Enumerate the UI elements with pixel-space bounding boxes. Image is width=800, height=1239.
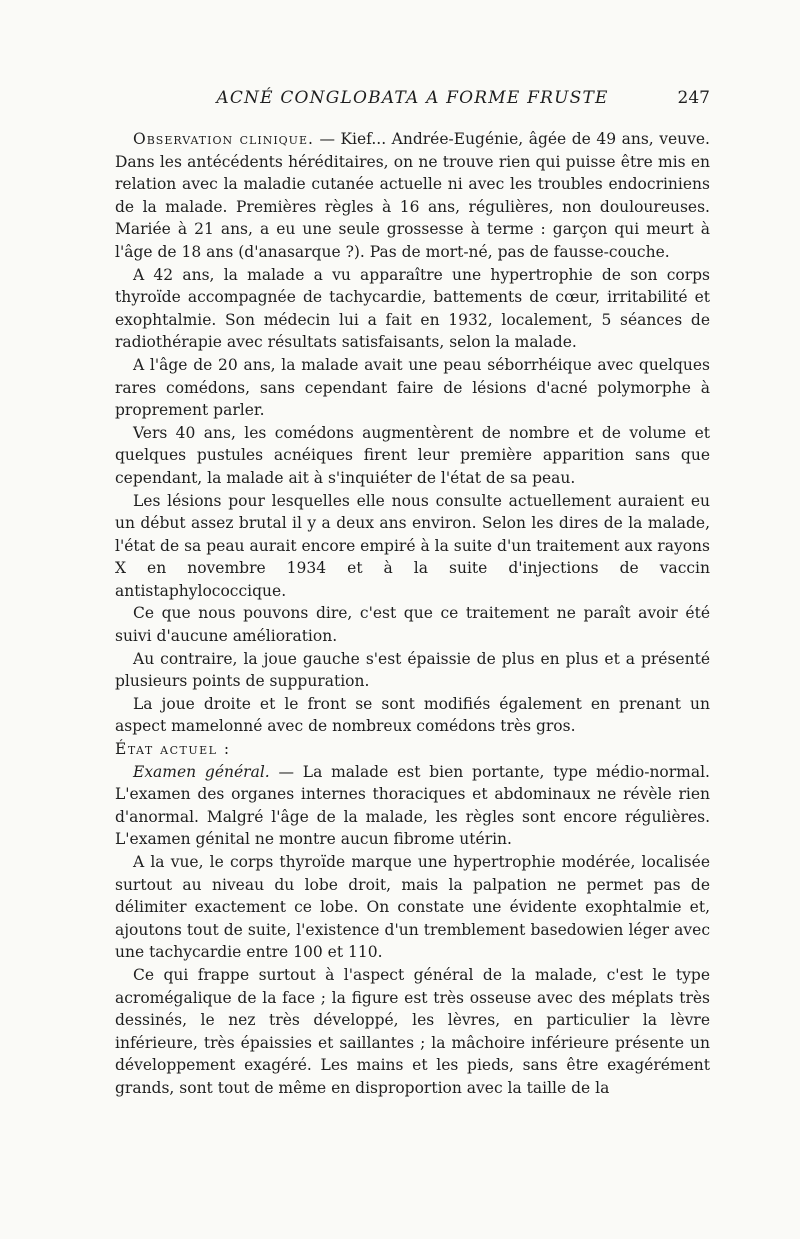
exam-text: — La malade est bien portante, type médio-normal. L'examen des organes internes thoraciques et abdominaux ne révèle rien d'anormal. Malgré l'âge de la malade, les règles sont encore régulières. L'examen génital ne montre aucun fibrome utérin. xyxy=(115,762,710,849)
paragraph: La joue droite et le front se sont modifiés également en prenant un aspect mamelonné avec de nombreux comédons très gros. xyxy=(115,694,710,736)
observation-label: Observation clinique. xyxy=(133,130,314,148)
running-title: ACNÉ CONGLOBATA A FORME FRUSTE xyxy=(216,88,609,108)
page-number: 247 xyxy=(677,88,710,108)
paragraph: A la vue, le corps thyroïde marque une hypertrophie modérée, localisée surtout au niveau du lobe droit, mais la palpation ne permet pas de délimiter exactement ce lobe. On constate une évidente exophtalmie et, ajoutons tout de suite, l'existence d'un tremblement basedowien léger avec une tachycardie entre 100 et 110. xyxy=(115,853,710,962)
observation-text: — Kief... Andrée-Eugénie, âgée de 49 ans, veuve. Dans les antécédents héréditaires, on ne trouve rien qui puisse être mis en relation avec la maladie cutanée actuelle ni avec les troubles endocriniens de la malade. Premières règles à 16 ans, régulières, non douloureuses. Mariée à 21 ans, a eu une seule grossesse à terme : garçon qui meurt à l'âge de 18 ans (d'anasarque ?). Pas de mort-né, pas de fausse-couche. xyxy=(115,130,710,261)
paragraph: Ce qui frappe surtout à l'aspect général de la malade, c'est le type acromégalique de la face ; la figure est très osseuse avec des méplats très dessinés, le nez très développé, les lèvres, en particulier la lèvre inférieure, très épaissies et saillantes ; la mâchoire inférieure présente un développement exagéré. Les mains et les pieds, sans être exagérément grands, sont tout de même en disproportion avec la taille de la xyxy=(115,965,710,1097)
body-text xyxy=(115,128,710,1100)
paragraph: Les lésions pour lesquelles elle nous consulte actuellement auraient eu un début assez brutal il y a deux ans environ. Selon les dires de la malade, l'état de sa peau aurait encore empiré à la suite d'un traitement aux rayons X en novembre 1934 et à la suite d'injections de vaccin antistaphylococcique. xyxy=(115,491,710,600)
page-header xyxy=(115,88,710,116)
exam-label: Examen général. xyxy=(133,762,270,781)
paragraph-observation xyxy=(115,128,710,264)
paragraph: A l'âge de 20 ans, la malade avait une peau séborrhéique avec quelques rares comédons, sans cependant faire de lésions d'acné polymorphe à proprement parler. xyxy=(115,355,710,420)
paragraph: Vers 40 ans, les comédons augmentèrent de nombre et de volume et quelques pustules acnéiques firent leur première apparition sans que cependant, la malade ait à s'inquiéter de l'état de sa peau. xyxy=(115,423,710,487)
paragraph: Au contraire, la joue gauche s'est épaissie de plus en plus et a présenté plusieurs points de suppuration. xyxy=(115,649,710,691)
paragraph-exam xyxy=(115,761,710,851)
section-heading: État actuel : xyxy=(115,740,231,759)
paragraph: A 42 ans, la malade a vu apparaître une hypertrophie de son corps thyroïde accompagnée de tachycardie, battements de cœur, irritabilité et exophtalmie. Son médecin lui a fait en 1932, localement, 5 séances de radiothérapie avec résultats satisfaisants, selon la malade. xyxy=(115,265,710,352)
paragraph: Ce que nous pouvons dire, c'est que ce traitement ne paraît avoir été suivi d'aucune amélioration. xyxy=(115,604,710,646)
